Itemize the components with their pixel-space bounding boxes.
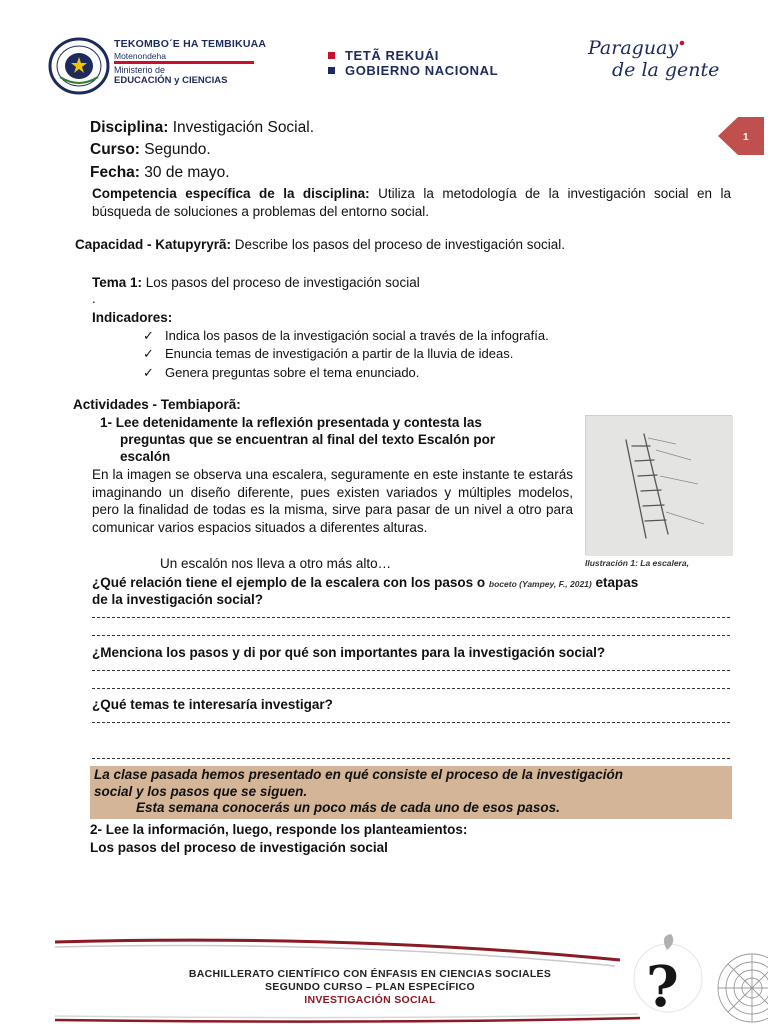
page-marker-arrow-icon bbox=[718, 117, 764, 155]
image-citation: boceto (Yampey, F., 2021) bbox=[488, 579, 592, 589]
mandala-ornament-icon bbox=[718, 954, 768, 1022]
indicator-item bbox=[143, 328, 549, 344]
national-seal-logo bbox=[48, 37, 110, 95]
gov-line-2: GOBIERNO NACIONAL bbox=[345, 63, 499, 78]
question-2: ¿Menciona los pasos y di por qué son importantes para la investigación social? bbox=[92, 645, 606, 660]
competencia-text: Utiliza la metodología de la investigación social en la búsqueda de soluciones a problemas del entorno social. bbox=[92, 186, 732, 219]
activity-2-line-1: 2- Lee la información, luego, responde los planteamientos: bbox=[90, 822, 468, 837]
government-logo bbox=[328, 48, 498, 78]
note-line-3: Esta semana conocerás un poco más de cada uno de esos pasos. bbox=[136, 800, 560, 815]
tema-text: Los pasos del proceso de investigación social bbox=[142, 275, 420, 290]
page-header bbox=[48, 34, 738, 96]
activity-1-line-1: 1- Lee detenidamente la reflexión presentada y contesta las bbox=[100, 415, 482, 430]
answer-line[interactable] bbox=[92, 670, 730, 671]
checkmark-icon: ✓ bbox=[143, 365, 154, 380]
activity-2-title: Los pasos del proceso de investigación social bbox=[90, 840, 388, 855]
question-1-end: etapas bbox=[591, 575, 639, 590]
ministry-line-4: EDUCACIÓN y CIENCIAS bbox=[114, 75, 228, 86]
answer-line[interactable] bbox=[92, 722, 730, 723]
ladder-sketch-image bbox=[585, 415, 732, 555]
paraguay-de-la-gente-logo bbox=[586, 34, 726, 88]
question-3: ¿Qué temas te interesaría investigar? bbox=[92, 697, 333, 712]
curso-line bbox=[90, 141, 211, 159]
answer-line[interactable] bbox=[92, 617, 730, 618]
indicator-text: Indica los pasos de la investigación social a través de la infografía. bbox=[165, 328, 549, 343]
checkmark-icon: ✓ bbox=[143, 328, 154, 343]
flag-red-square bbox=[328, 52, 335, 59]
question-mark-icon bbox=[634, 934, 702, 1020]
ministry-line-2: Motenondeha bbox=[114, 51, 166, 61]
competencia-paragraph bbox=[92, 185, 731, 221]
page-number: 1 bbox=[743, 132, 749, 143]
disciplina-line bbox=[90, 119, 314, 137]
page-number-marker bbox=[718, 117, 764, 155]
note-line-2: social y los pasos que se siguen. bbox=[94, 783, 308, 799]
indicadores-label: Indicadores: bbox=[92, 310, 173, 325]
note-line-1: La clase pasada hemos presentado en qué consiste el proceso de la investigación bbox=[94, 767, 623, 782]
curso-value: Segundo. bbox=[139, 141, 211, 158]
slogan-line-1: Paraguay bbox=[588, 37, 679, 59]
fecha-value: 30 de mayo. bbox=[139, 164, 230, 181]
competencia-label: Competencia específica de la disciplina: bbox=[92, 186, 370, 201]
ministry-divider bbox=[114, 61, 254, 64]
ministry-line-3: Ministerio de bbox=[114, 65, 166, 75]
ministry-line-1: TEKOMBO´E HA TEMBIKUAA bbox=[114, 38, 267, 50]
footer-line-2: SEGUNDO CURSO – PLAN ESPECÍFICO bbox=[265, 981, 475, 993]
image-caption: Ilustración 1: La escalera, bbox=[585, 558, 689, 568]
footer-line-1: BACHILLERATO CIENTÍFICO CON ÉNFASIS EN CIENCIAS SOCIALES bbox=[188, 968, 552, 980]
curso-label: Curso: bbox=[90, 141, 140, 158]
svg-text:?: ? bbox=[646, 954, 679, 1020]
actividades-label: Actividades - Tembiaporã: bbox=[73, 397, 241, 412]
question-1-line-2: de la investigación social? bbox=[92, 592, 264, 607]
gov-line-1: TETÃ REKUÁI bbox=[345, 48, 439, 63]
tema-label: Tema 1: bbox=[92, 275, 143, 290]
highlight-note-box bbox=[90, 766, 732, 819]
indicator-text: Enuncia temas de investigación a partir de la lluvia de ideas. bbox=[165, 346, 514, 361]
slogan-line-2: de la gente bbox=[612, 59, 720, 81]
flag-blue-square bbox=[328, 67, 335, 74]
footer-line-3: INVESTIGACIÓN SOCIAL bbox=[304, 994, 436, 1006]
disciplina-label: Disciplina: bbox=[90, 119, 169, 136]
page-footer bbox=[0, 930, 768, 1024]
activity-1-line-3: escalón bbox=[120, 449, 171, 464]
indicator-text: Genera preguntas sobre el tema enunciado. bbox=[165, 365, 420, 380]
closing-line: Un escalón nos lleva a otro más alto… bbox=[160, 556, 392, 571]
escalera-paragraph: En la imagen se observa una escalera, seguramente en este instante te estarás imaginando un diseño diferente, pues existen variados y múltiples modelos, pero la finalidad de todas es la misma, sirve para pasar de un nivel a otro para comunicar varios espacios situados a diferentes alturas. bbox=[92, 467, 573, 535]
activity-1-line-2: preguntas que se encuentran al final del texto Escalón por bbox=[120, 432, 496, 447]
tema-line bbox=[92, 275, 420, 290]
answer-line[interactable] bbox=[92, 635, 730, 636]
indicator-item bbox=[143, 365, 419, 381]
fecha-line bbox=[90, 164, 230, 182]
capacidad-line bbox=[75, 237, 565, 252]
answer-line[interactable] bbox=[92, 758, 730, 759]
tema-dot: . bbox=[92, 291, 96, 306]
answer-line[interactable] bbox=[92, 688, 730, 689]
fecha-label: Fecha: bbox=[90, 164, 140, 181]
capacidad-label: Capacidad - Katupyryrã: bbox=[75, 237, 232, 252]
question-1-text: ¿Qué relación tiene el ejemplo de la escalera con los pasos o bbox=[92, 575, 489, 590]
checkmark-icon: ✓ bbox=[143, 346, 154, 361]
indicator-item bbox=[143, 346, 513, 362]
disciplina-value: Investigación Social. bbox=[168, 119, 314, 136]
question-1-line-1 bbox=[92, 575, 638, 590]
ladder-sketch-icon bbox=[586, 416, 733, 556]
capacidad-text: Describe los pasos del proceso de investigación social. bbox=[231, 237, 565, 252]
